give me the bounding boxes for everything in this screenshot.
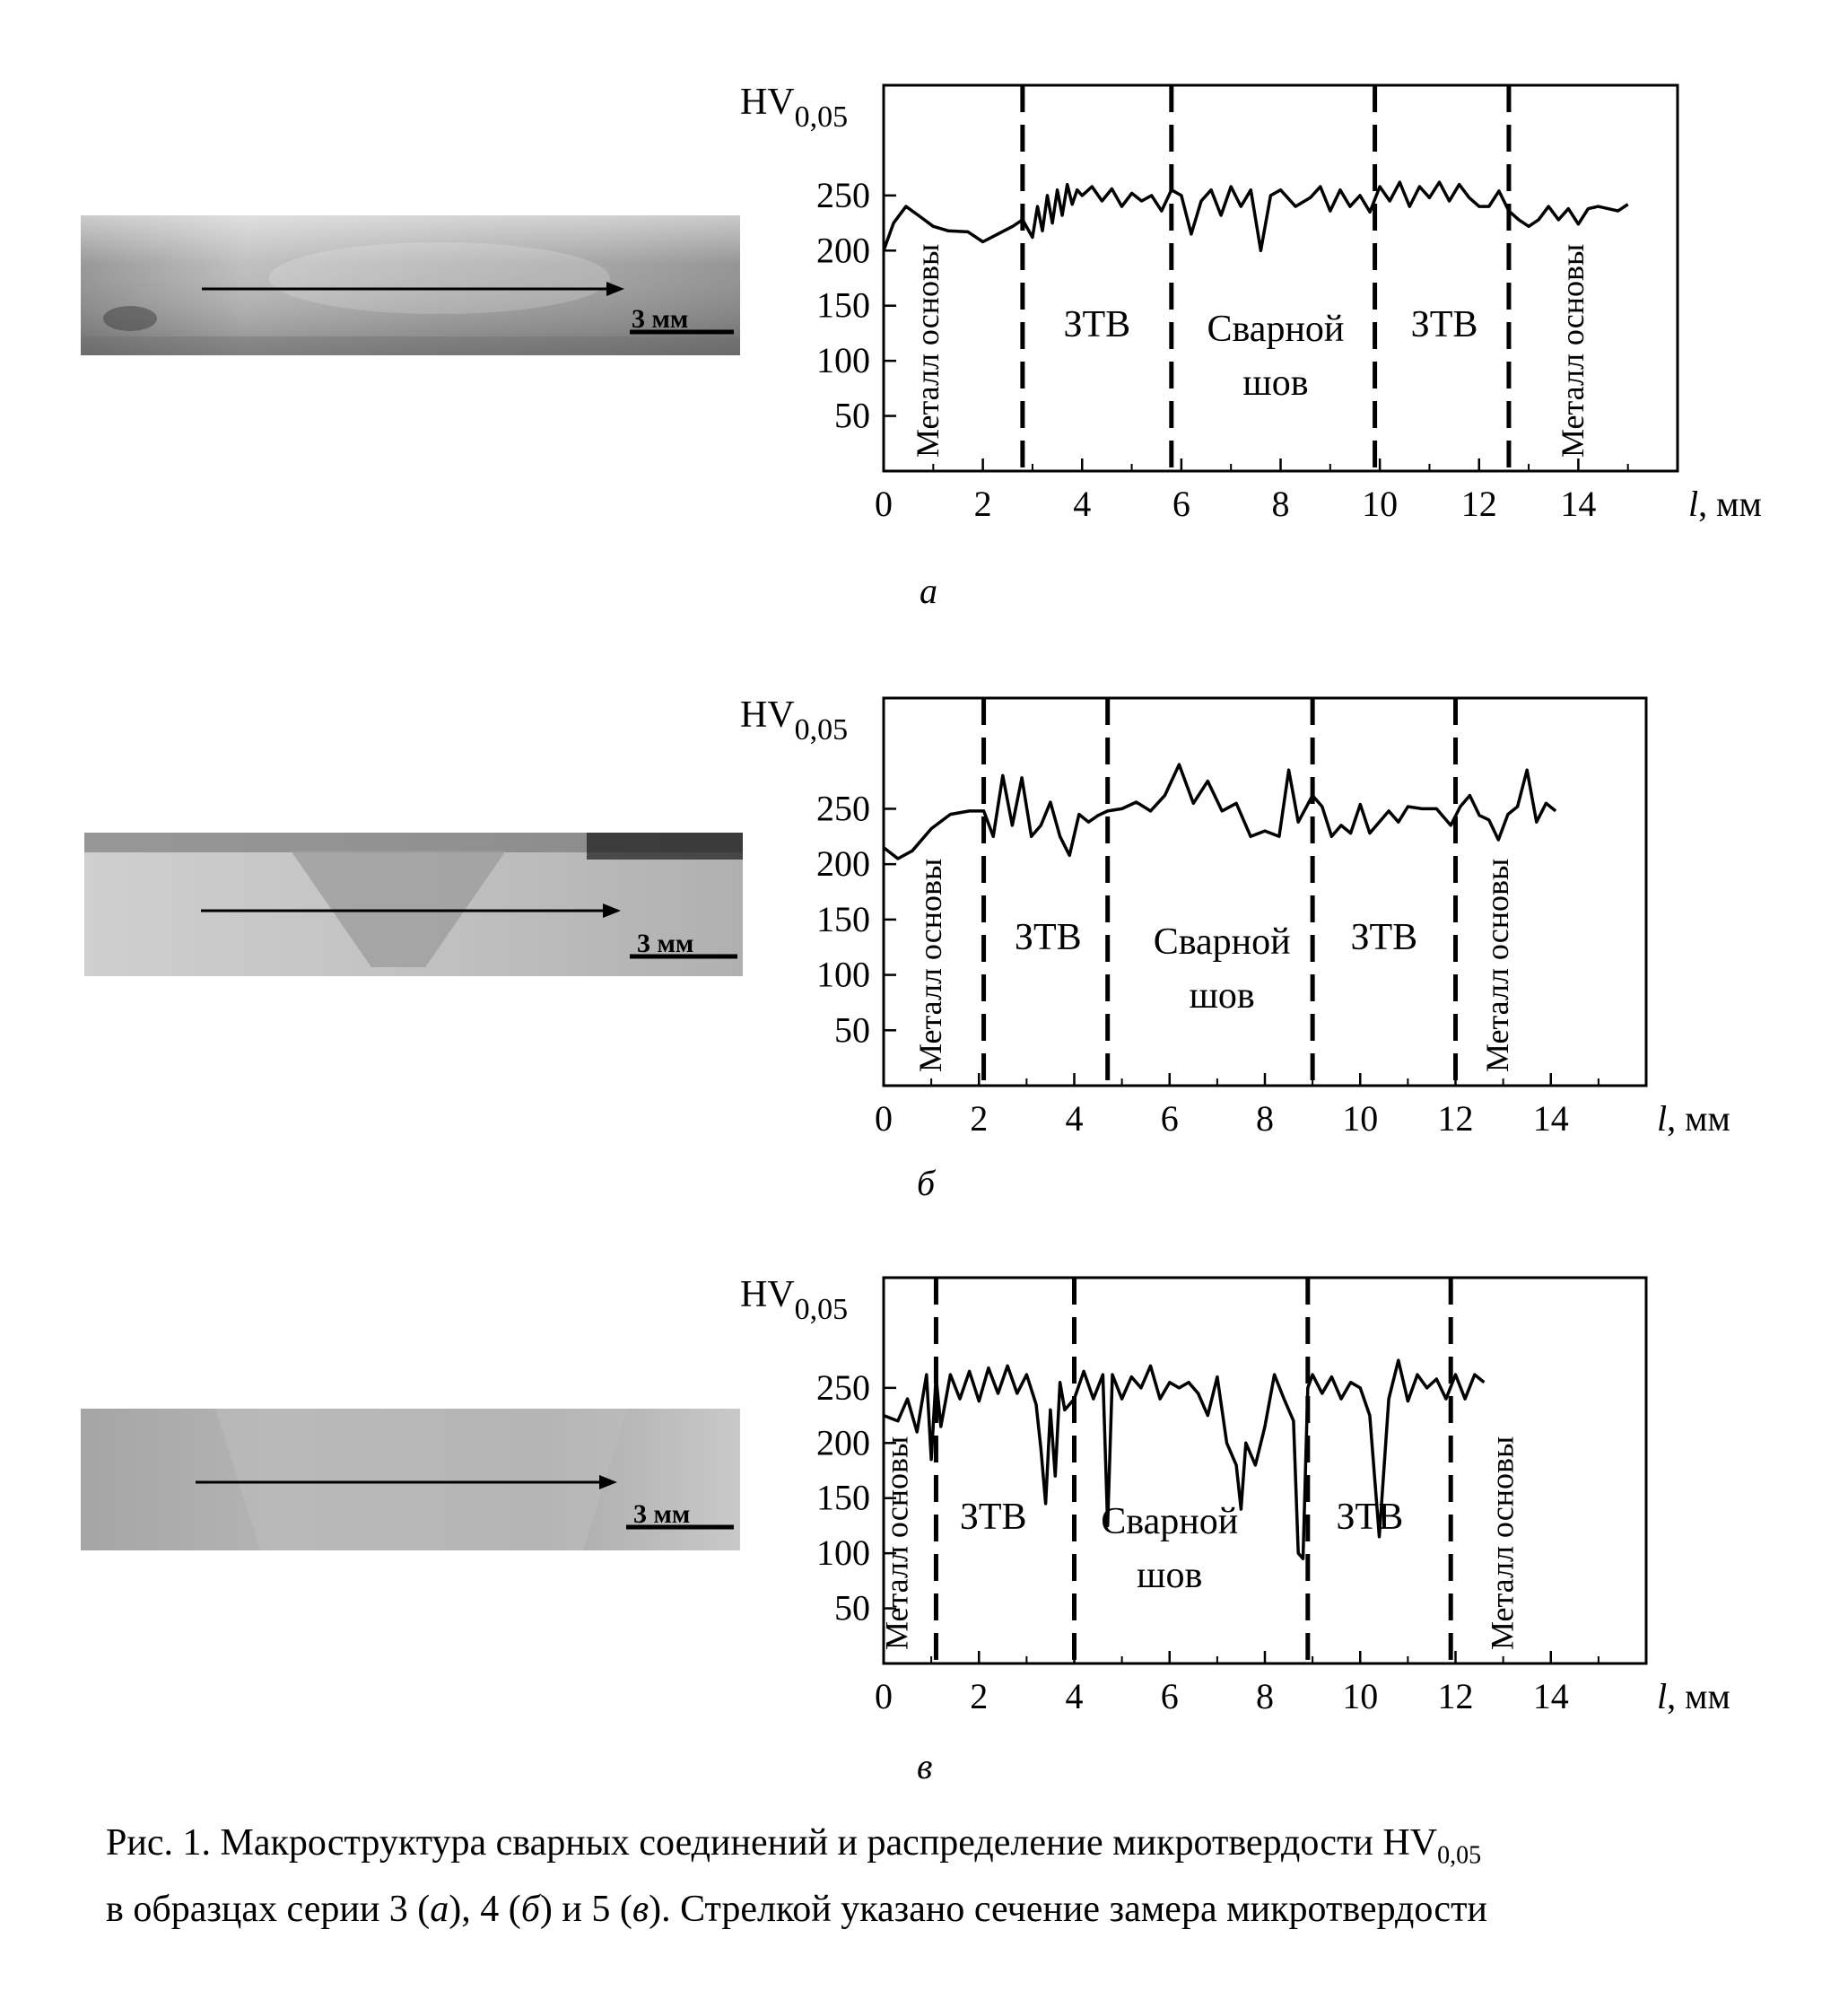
y-tick-label-b-2: 150	[816, 898, 870, 939]
caption-letter-a: а	[430, 1889, 449, 1931]
y-tick-label-a-2: 150	[816, 284, 870, 326]
y-tick-label-b-4: 250	[816, 788, 870, 829]
y-tick-label-c-3: 200	[816, 1422, 870, 1463]
caption-text-2a: в образцах серии 3 (	[106, 1889, 431, 1931]
caption-text-2b: ), 4 (	[449, 1889, 521, 1931]
x-tick-label-a-5: 10	[1362, 484, 1399, 524]
plot-frame-c	[884, 1278, 1646, 1663]
zone-label-c-5: Металл основы	[1484, 1436, 1521, 1650]
x-tick-label-b-4: 8	[1256, 1098, 1274, 1139]
x-tick-label-b-6: 12	[1437, 1098, 1474, 1139]
x-tick-label-b-2: 4	[1065, 1098, 1084, 1139]
x-tick-label-c-3: 6	[1160, 1676, 1179, 1716]
zone-label-b-1: ЗТВ	[1014, 917, 1082, 958]
caption-letter-c: в	[632, 1889, 649, 1931]
zone-label-b-4: ЗТВ	[1350, 917, 1418, 958]
y-tick-label-a-0: 50	[834, 395, 870, 436]
caption-text-1: Рис. 1. Макроструктура сварных соединений и распределение микротвердости HV	[106, 1822, 1438, 1864]
caption-line-1	[106, 1816, 1765, 1882]
x-tick-label-c-1: 2	[970, 1676, 989, 1716]
x-tick-label-c-4: 8	[1256, 1676, 1274, 1716]
y-tick-label-c-1: 100	[816, 1532, 870, 1574]
x-tick-label-b-0: 0	[875, 1098, 893, 1139]
x-axis-label-a: l, мм	[1688, 484, 1762, 524]
panel-letter-c: в	[917, 1746, 933, 1786]
y-tick-label-b-3: 200	[816, 843, 870, 885]
x-tick-label-a-0: 0	[875, 484, 893, 524]
zone-label-a-2: Сварной	[1207, 309, 1345, 350]
figure-caption	[106, 1816, 1765, 1936]
x-tick-label-c-2: 4	[1065, 1676, 1084, 1716]
y-axis-label-a: $HV_{0,05}$	[740, 82, 849, 134]
y-tick-label-b-1: 100	[816, 954, 870, 995]
x-tick-label-a-3: 6	[1172, 484, 1190, 524]
y-tick-label-c-2: 150	[816, 1477, 870, 1518]
zone-label-a-1: ЗТВ	[1063, 304, 1131, 345]
caption-line-2	[106, 1882, 1765, 1936]
zone-label-c-0: Металл основы	[878, 1436, 915, 1650]
y-tick-label-a-1: 100	[816, 340, 870, 381]
zone-label-c-3: шов	[1137, 1555, 1203, 1596]
x-tick-label-c-5: 10	[1342, 1676, 1379, 1716]
y-tick-label-c-4: 250	[816, 1366, 870, 1408]
caption-text-2d: ). Стрелкой указано сечение замера микротвердости	[649, 1889, 1487, 1931]
x-tick-label-b-3: 6	[1160, 1098, 1179, 1139]
x-tick-label-a-6: 12	[1460, 484, 1497, 524]
x-tick-label-a-2: 4	[1073, 484, 1092, 524]
caption-sub: 0,05	[1437, 1841, 1482, 1870]
y-tick-label-a-4: 250	[816, 174, 870, 215]
scale-label-a: 3 мм	[632, 304, 689, 334]
panel-letter-a: а	[920, 571, 937, 611]
caption-letter-b: б	[520, 1889, 540, 1931]
x-tick-label-c-6: 12	[1437, 1676, 1474, 1716]
x-tick-label-a-1: 2	[973, 484, 992, 524]
x-tick-label-b-1: 2	[970, 1098, 989, 1139]
zone-label-a-3: шов	[1242, 362, 1309, 404]
zone-label-a-0: Металл основы	[909, 243, 946, 458]
zone-label-b-0: Металл основы	[911, 858, 948, 1072]
x-tick-label-c-7: 14	[1532, 1676, 1569, 1716]
scale-label-b: 3 мм	[637, 929, 694, 958]
y-tick-label-a-3: 200	[816, 230, 870, 271]
x-tick-label-c-0: 0	[875, 1676, 893, 1716]
zone-label-b-5: Металл основы	[1478, 858, 1515, 1072]
panel-letter-b: б	[917, 1163, 936, 1203]
x-tick-label-b-5: 10	[1342, 1098, 1379, 1139]
x-axis-label-b: l, мм	[1657, 1098, 1730, 1139]
zone-label-c-2: Сварной	[1101, 1501, 1239, 1542]
zone-label-a-4: ЗТВ	[1410, 304, 1478, 345]
caption-text-2c: ) и 5 (	[539, 1889, 632, 1931]
zone-label-c-1: ЗТВ	[959, 1497, 1027, 1538]
x-tick-label-b-7: 14	[1532, 1098, 1569, 1139]
y-tick-label-b-0: 50	[834, 1009, 870, 1051]
x-tick-label-a-4: 8	[1271, 484, 1290, 524]
y-axis-label-c: $HV_{0,05}$	[740, 1274, 849, 1326]
x-axis-label-c: l, мм	[1657, 1676, 1730, 1716]
zone-label-a-5: Металл основы	[1554, 243, 1591, 458]
zone-label-b-2: Сварной	[1153, 921, 1291, 963]
zone-label-c-4: ЗТВ	[1336, 1497, 1404, 1538]
zone-label-b-3: шов	[1189, 975, 1255, 1017]
x-tick-label-a-7: 14	[1560, 484, 1597, 524]
scale-label-c: 3 мм	[633, 1499, 691, 1529]
y-axis-label-b: $HV_{0,05}$	[740, 694, 849, 746]
y-tick-label-c-0: 50	[834, 1587, 870, 1628]
